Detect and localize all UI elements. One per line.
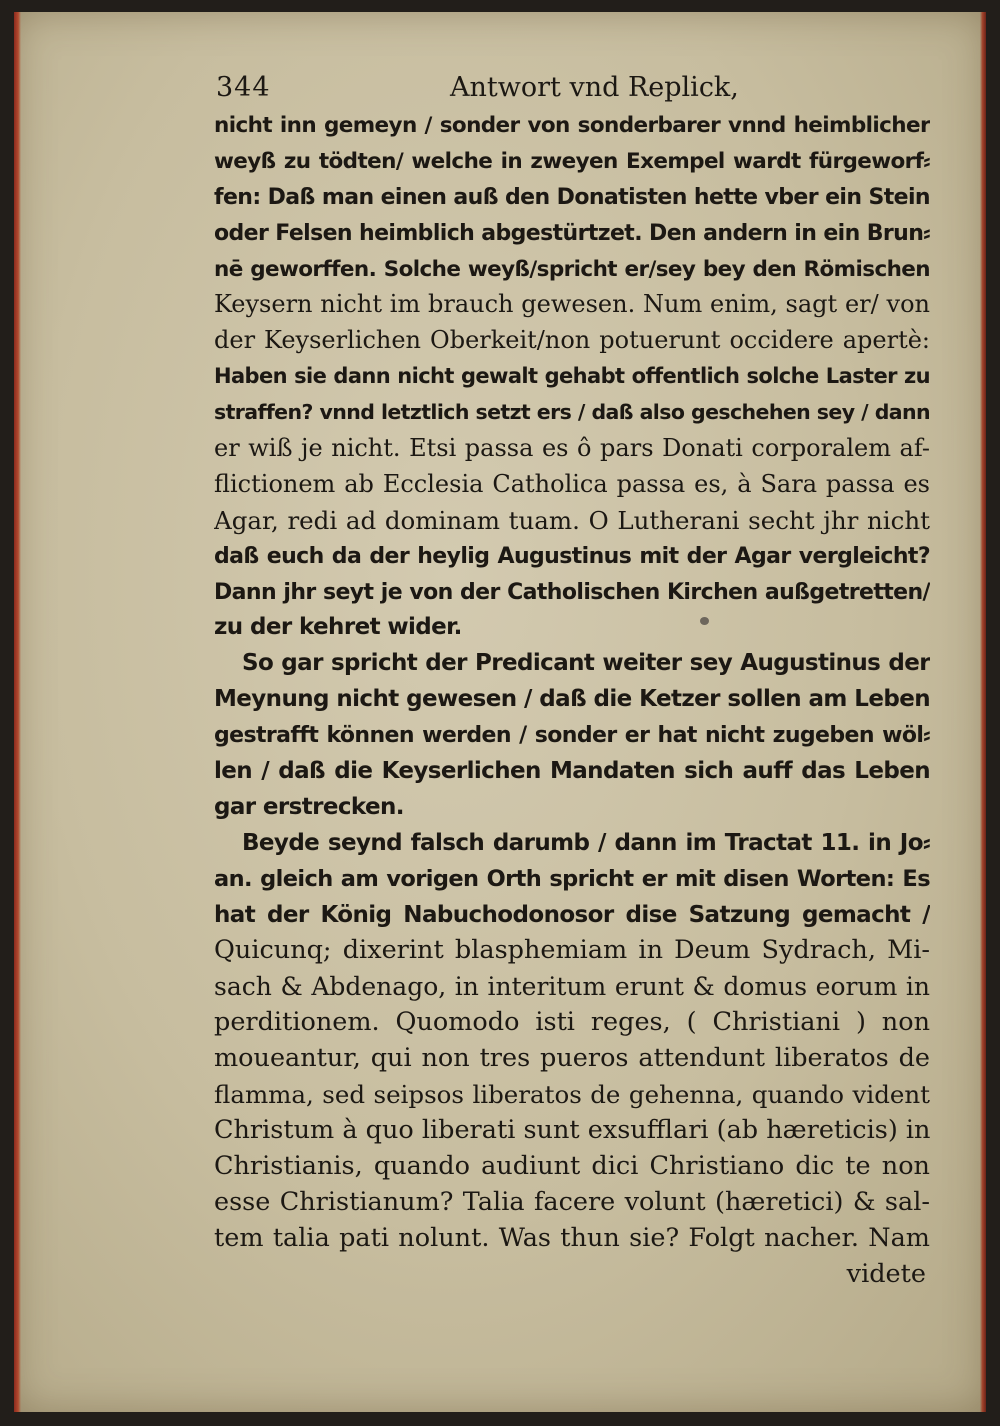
- text-line: nē geworffen. Solche weyß/spricht er/sey bey den Römischen: [214, 256, 930, 282]
- text-line: tem talia pati nolunt. Was thun sie? Folgt nacher. Nam: [214, 1222, 930, 1253]
- text-line: gestrafft können werden / sonder er hat nicht zugeben wöl⸗: [214, 723, 930, 749]
- text-line: zu der kehret wider.: [214, 614, 462, 641]
- text-line: Quicunq; dixerint blasphemiam in Deum Sydrach, Mi-: [214, 935, 930, 966]
- text-line: sach & Abdenago, in interitum erunt & domus eorum in: [214, 972, 930, 1002]
- page-edge-right: [980, 12, 986, 1412]
- text-line: Keysern nicht im brauch gewesen. Num enim, sagt er/ von: [214, 290, 930, 319]
- text-line: fen: Daß man einen auß den Donatisten hette vber ein Stein: [214, 184, 930, 210]
- text-line: Agar, redi ad dominam tuam. O Lutherani secht jhr nicht: [214, 505, 930, 535]
- text-line: gar erstrecken.: [214, 793, 404, 820]
- page-header: [214, 68, 930, 108]
- text-line: straffen? vnnd letztlich setzt ers / daß also geschehen sey / dann: [214, 400, 930, 425]
- text-line: Christum à quo liberati sunt exsufflari (ab hæreticis) in: [214, 1114, 930, 1145]
- text-line: an. gleich am vorigen Orth spricht er mit disen Worten: Es: [214, 865, 930, 892]
- text-line: flictionem ab Ecclesia Catholica passa es, à Sara passa es: [214, 469, 930, 498]
- text-line: Dann jhr seyt je von der Catholischen Kirchen außgetretten/: [214, 579, 930, 605]
- text-line: oder Felsen heimblich abgestürtzet. Den andern in ein Brun⸗: [214, 220, 930, 246]
- text-line: flamma, sed seipsos liberatos de gehenna, quando vident: [214, 1080, 930, 1110]
- page-edge-left: [14, 12, 21, 1412]
- catchword: videte: [846, 1258, 926, 1289]
- running-head: Antwort vnd Replick,: [450, 72, 739, 103]
- text-line: moueantur, qui non tres pueros attendunt liberatos de: [214, 1043, 930, 1074]
- body-text: [214, 108, 930, 1292]
- text-line: hat der König Nabuchodonosor dise Satzung gemacht /: [214, 901, 930, 928]
- text-line: Christianis, quando audiunt dici Christiano dic te non: [214, 1150, 930, 1181]
- text-line: esse Christianum? Talia facere volunt (hæretici) & sal-: [214, 1186, 930, 1217]
- text-line: So gar spricht der Predicant weiter sey Augustinus der: [242, 650, 930, 677]
- text-block: [214, 68, 930, 1292]
- text-line: weyß zu tödten/ welche in zweyen Exempel wardt fürgeworf⸗: [214, 148, 930, 174]
- text-line: Haben sie dann nicht gewalt gehabt offentlich solche Laster zu: [214, 364, 930, 389]
- text-line: der Keyserlichen Oberkeit/non potuerunt occidere apertè:: [214, 326, 930, 355]
- text-line: er wiß je nicht. Etsi passa es ô pars Donati corporalem af-: [214, 434, 930, 463]
- text-line: nicht inn gemeyn / sonder von sonderbarer vnnd heimblicher: [214, 113, 930, 138]
- page-number: 344: [216, 72, 271, 103]
- text-line: daß euch da der heylig Augustinus mit der Agar vergleicht?: [214, 543, 930, 569]
- text-line: len / daß die Keyserlichen Mandaten sich auff das Leben: [214, 758, 930, 785]
- text-line: perditionem. Quomodo isti reges, ( Christiani ) non: [214, 1007, 930, 1038]
- text-line: Meynung nicht gewesen / daß die Ketzer sollen am Leben: [214, 686, 930, 713]
- text-line: Beyde seynd falsch darumb / dann im Tractat 11. in Jo⸗: [242, 829, 930, 856]
